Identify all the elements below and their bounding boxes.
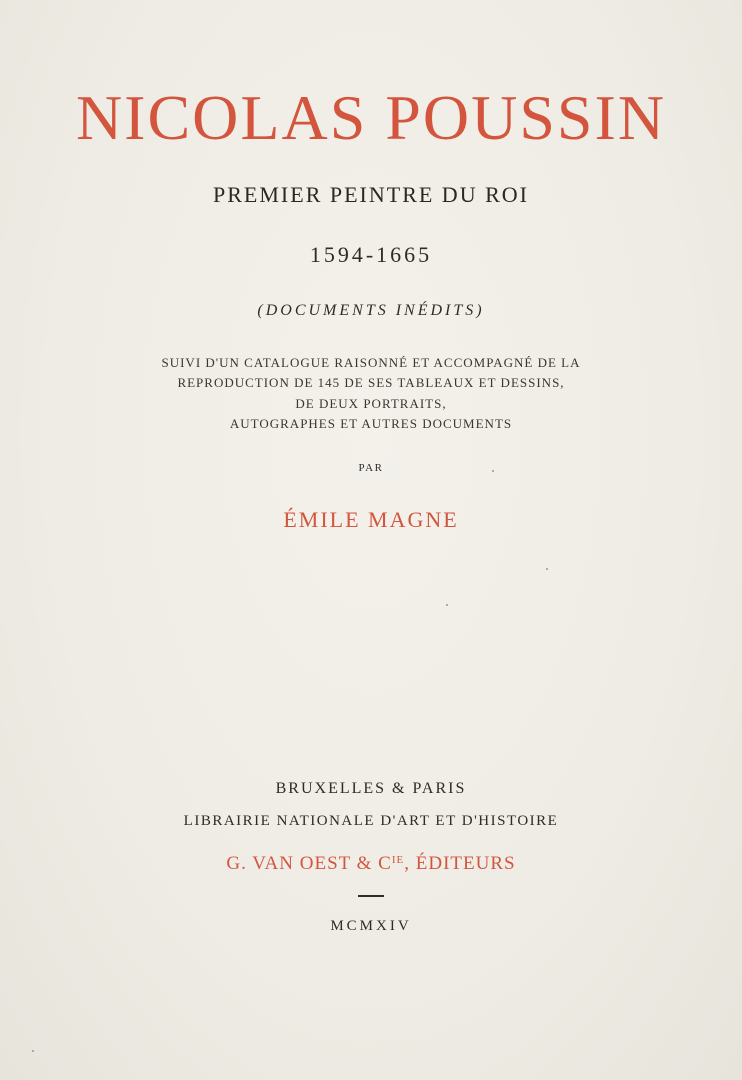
book-title: NICOLAS POUSSIN — [75, 82, 667, 153]
publication-cities: BRUXELLES & PARIS — [275, 780, 467, 797]
publisher-main: G. VAN OEST & C — [226, 853, 392, 874]
publisher-name — [0, 846, 742, 878]
book-subtitle: PREMIER PEINTRE DU ROI — [213, 182, 529, 207]
library-name: LIBRAIRIE NATIONALE D'ART ET D'HISTOIRE — [183, 813, 559, 829]
author-name: ÉMILE MAGNE — [283, 507, 459, 532]
publisher-suffix: , ÉDITEURS — [404, 853, 516, 874]
paper-speck — [446, 604, 448, 606]
paper-speck — [546, 568, 548, 570]
paper-speck — [32, 1050, 34, 1052]
description-line: SUIVI D'UN CATALOGUE RAISONNÉ ET ACCOMPAGNÉ DE LA — [161, 355, 581, 370]
publisher-superscript: IE — [391, 854, 405, 866]
documents-note: (DOCUMENTS INÉDITS) — [257, 302, 485, 319]
publication-year: MCMXIV — [330, 918, 412, 934]
by-label: PAR — [358, 462, 384, 474]
description-line: REPRODUCTION DE 145 DE SES TABLEAUX ET DESSINS, — [177, 375, 565, 390]
divider-rule — [358, 895, 384, 897]
life-dates: 1594-1665 — [309, 242, 433, 267]
description-line: DE DEUX PORTRAITS, — [295, 396, 447, 411]
paper-speck — [492, 470, 494, 472]
description-line: AUTOGRAPHES ET AUTRES DOCUMENTS — [229, 416, 513, 431]
